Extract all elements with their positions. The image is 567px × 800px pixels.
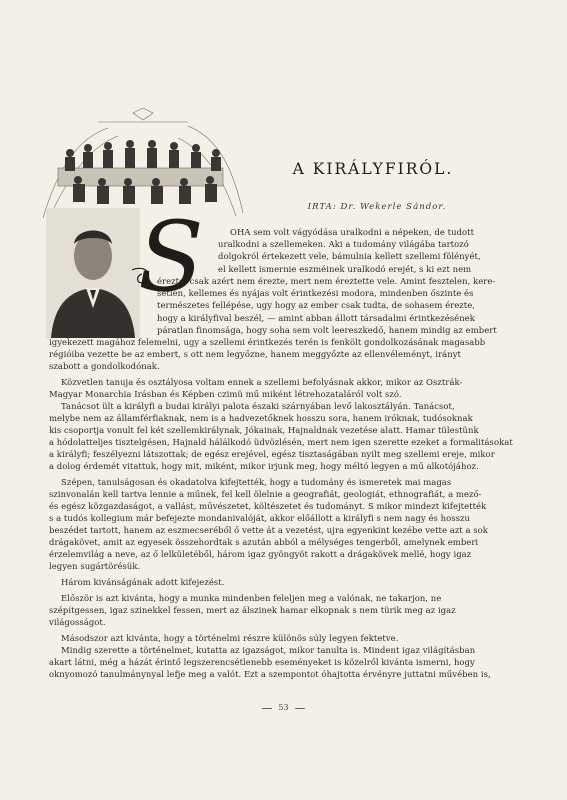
text-line: és egész közgazdaságot, a vallást, művészetet, költészetet és tudományt. S mikor mindezt kifejtették xyxy=(49,501,487,511)
text-line: hogy a királyfival beszél, — amint abban állott társadalmi érintkezésének xyxy=(157,313,475,323)
text-line: a hódolatteljes tisztelgésen, Hajnald hálálkodó üdvözlésén, mert nem igen szerette ezeket a formalitásokat xyxy=(49,437,513,447)
text-line: Közvetlen tanuja és osztályosa voltam ennek a szellemi befolyásnak akkor, mikor az Osztrák- xyxy=(61,377,463,387)
text-line: érzelemvilág a neve, az ő lelkületéből, három igaz gyöngyöt rakott a drágakövek mellé, hogy igaz xyxy=(49,549,472,559)
text-line: akart látni, még a házát érintő legszerencsétlenebb eseményeket is közelről kivánta ismerni, hogy xyxy=(49,657,475,667)
page-number xyxy=(0,703,567,712)
text-line: legyen sugártörésük. xyxy=(49,561,141,571)
text-line: Mindig szerette a történelmet, kutatta az igazságot, mikor tanulta is. Mindent igaz világításban xyxy=(61,645,476,655)
text-line: dolgokról értekezett vele, bámulnia kellett szellemi fölényét, xyxy=(218,251,481,261)
text-line: Először is azt kivánta, hogy a munka mindenben feleljen meg a valónak, ne takarjon, ne xyxy=(61,593,442,603)
text-line: természetes fellépése, ugy hogy az ember csak tudta, de sohasem érezte, xyxy=(157,300,476,310)
text-line: páratlan finomsága, hogy soha sem volt leereszkedő, hanem mindig az embert xyxy=(157,325,497,335)
text-line: OHA sem volt vágyódása uralkodni a népeken, de tudott xyxy=(230,227,475,237)
text-line: régióiba vezette be az embert, s ott nem legyőzne, hanem meggyőzte az ellenvéleményt, irányt xyxy=(49,349,461,359)
text-line: Másodszor azt kivánta, hogy a történelmi részre különös súly legyen fektetve. xyxy=(61,633,399,643)
portrait-image xyxy=(46,208,140,338)
council-meeting-illustration xyxy=(38,108,248,223)
text-line: beszédet tartott, hanem az eszmecseréből ő vette át a vezetést, ujra egyenkint kezébe vette azt a sok xyxy=(49,525,488,535)
text-line: szinvonalán kell tartva lennie a műnek, fel kell ölelnie a geografiát, geologiát, ethnografiát, a mező- xyxy=(49,489,482,499)
text-line: kis csoportja vonult fel két szellemkirálynak, Jókainak, Hajnaldnak vezetése alatt. Hamar tülestünk xyxy=(49,425,479,435)
page-number-left-dash xyxy=(262,708,272,709)
author-byline: IRTA: Dr. Wekerle Sándor. xyxy=(307,202,447,212)
text-line: szépítgessen, igaz szinekkel fessen, mert az álszinek hamar elkopnak s nem türik meg az igaz xyxy=(49,605,456,615)
text-line: el kellett ismernie eszméinek uralkodó erejét, s ki ezt nem xyxy=(218,264,472,274)
text-line: igyekezett magához felemelni, ugy a szellemi érintkezés terén is fenkölt gondolkozásának magasabb xyxy=(49,337,486,347)
initial-letter: S xyxy=(138,210,204,300)
text-line: Magyar Monarchia Irásban és Képben czimü mű miként létrehozataláról volt szó. xyxy=(49,389,402,399)
page-number-right-dash xyxy=(295,708,305,709)
text-line: érezte, csak azért nem érezte, mert nem éreztette vele. Amint fesztelen, kere- xyxy=(157,276,496,286)
text-line: melybe nem az államférfiaknak, nem is a hadvezetőknek hosszu sora, hanem iróknak, tudósoknak xyxy=(49,413,473,423)
text-line: uralkodni a szellemeken. Aki a tudomány világába tartozó xyxy=(218,239,469,249)
text-line: drágakövet, amit az egyesek összehordtak s azután abból a mélységes tengerből, amelynek emberi xyxy=(49,537,479,547)
text-line: s a tudós kollegium már befejezte mondanivalóját, akkor előállott a királyfi s nem nagy és hosszu xyxy=(49,513,470,523)
page-number-text: 53 xyxy=(278,703,289,712)
text-line: szabott a gondolkodónak. xyxy=(49,361,160,371)
text-line: a dolog érdemét vitattuk, hogy mit, miként, mikor irjunk meg, hogy méltó legyen a mű alkotójához. xyxy=(49,461,479,471)
text-line: Tanácsot ült a királyfi a budai királyi palota északi szárnyában levő lakosztályán. Tanácsot, xyxy=(61,401,455,411)
article-title: A KIRÁLYFIRÓL. xyxy=(292,160,454,178)
text-line: setlen, kellemes és nyájas volt érintkezési modora, mindenben őszinte és xyxy=(157,288,474,298)
text-line: oknyomozó tanulmánynyal lefje meg a valót. Ezt a szempontot óhajtotta érvényre juttatni művében is, xyxy=(49,669,491,679)
text-line: a királyfi; feszélyezni látszottak; de egész erejével, egész tisztaságában nyilt meg szellemi ereje, mikor xyxy=(49,449,495,459)
text-line: Szépen, tanulságosan és okadatolva kifejtették, hogy a tudomány és ismeretek mai magas xyxy=(61,477,452,487)
text-line: Három kivánságának adott kifejezést. xyxy=(61,577,225,587)
text-line: világosságot. xyxy=(49,617,106,627)
